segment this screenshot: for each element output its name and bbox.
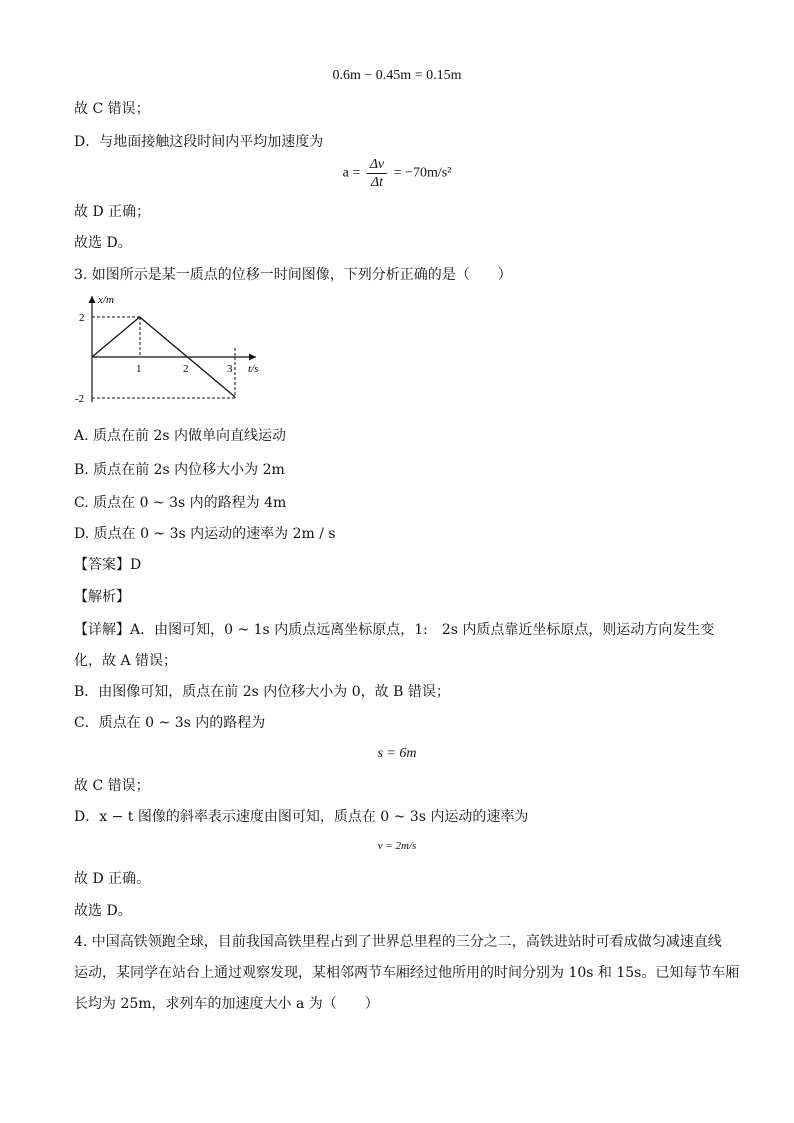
answer-tag: 【答案】D bbox=[74, 557, 142, 573]
question-3-stem: 3. 如图所示是某一质点的位移一时间图像，下列分析正确的是（ ） bbox=[74, 267, 512, 283]
y-tick-label: 2 bbox=[79, 312, 85, 324]
text-line: 故 C 错误； bbox=[74, 778, 150, 794]
equation-acceleration bbox=[0, 156, 794, 191]
option-a: A. 质点在前 2s 内做单向直线运动 bbox=[74, 428, 287, 444]
text-line: 故选 D。 bbox=[74, 903, 132, 919]
x-tick-label: 1 bbox=[136, 363, 142, 375]
analysis-tag: 【解析】 bbox=[74, 589, 130, 605]
displacement-time-graph bbox=[70, 290, 270, 410]
fraction-numerator: Δv bbox=[367, 156, 387, 174]
equation-displacement: 0.6m − 0.45m = 0.15m bbox=[332, 68, 462, 83]
detail-line: 化，故 A 错误； bbox=[74, 653, 178, 669]
x-tick-label: 3 bbox=[227, 363, 233, 375]
equation-speed: v = 2m/s bbox=[377, 840, 417, 852]
option-b: B. 质点在前 2s 内位移大小为 2m bbox=[74, 462, 285, 478]
detail-line: 【详解】A．由图可知，0 ~ 1s 内质点远离坐标原点，1: 2s 内质点靠近坐标原点，则运动方向发生变 bbox=[74, 622, 715, 638]
option-c: C. 质点在 0 ~ 3s 内的路程为 4m bbox=[74, 495, 287, 511]
question-4-line: 4. 中国高铁领跑全球，目前我国高铁里程占到了世界总里程的三分之二，高铁进站时可看成做匀减速直线 bbox=[74, 934, 722, 950]
x-axis-label: t/s bbox=[248, 363, 259, 375]
x-tick-label: 2 bbox=[183, 363, 189, 375]
text-line: 故 D 正确。 bbox=[74, 871, 151, 887]
fraction-denominator: Δt bbox=[370, 175, 383, 190]
fraction bbox=[367, 156, 387, 191]
text-line: 故选 D。 bbox=[74, 235, 132, 251]
option-d: D. 质点在 0 ~ 3s 内运动的速率为 2m / s bbox=[74, 526, 336, 542]
equation-rhs: = −70m/s² bbox=[393, 165, 452, 181]
question-4-line: 长均为 25m，求列车的加速度大小 a 为（ ） bbox=[74, 996, 379, 1012]
detail-line: C．质点在 0 ~ 3s 内的路程为 bbox=[74, 715, 266, 731]
detail-line: B．由图像可知，质点在前 2s 内位移大小为 0，故 B 错误； bbox=[74, 684, 450, 700]
detail-line: D．x − t 图像的斜率表示速度由图可知，质点在 0 ~ 3s 内运动的速率为 bbox=[74, 809, 529, 825]
question-4-line: 运动，某同学在站台上通过观察发现，某相邻两节车厢经过他所用的时间分别为 10s 和 15s。已知每节车厢 bbox=[74, 965, 740, 981]
equation-distance: s = 6m bbox=[377, 746, 417, 761]
text-line: 故 C 错误； bbox=[74, 101, 150, 117]
text-line: D．与地面接触这段时间内平均加速度为 bbox=[74, 134, 324, 150]
text-line: 故 D 正确； bbox=[74, 204, 151, 220]
y-axis-label: x/m bbox=[98, 294, 114, 306]
y-tick-label: -2 bbox=[75, 393, 85, 405]
equation-lhs: a = bbox=[342, 165, 361, 181]
